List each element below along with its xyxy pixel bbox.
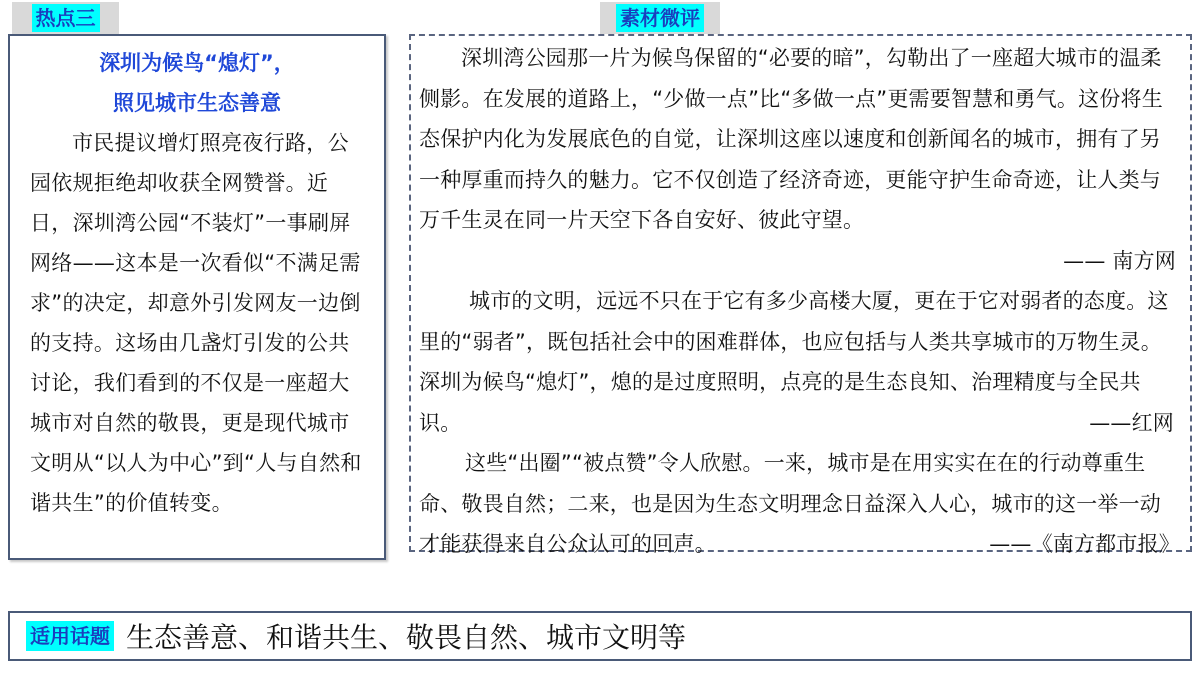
commentary-paragraph-1: 深圳湾公园那一片为候鸟保留的“必要的暗”，勾勒出了一座超大城市的温柔侧影。在发展的道路上，“少做一点”比“多做一点”更需要智慧和勇气。这份将生态保护内化为发展底色的自觉，让深圳这座以速度和创新闻名的城市，拥有了另一种厚重而持久的魅力。它不仅创造了经济奇迹，更能守护生命奇迹，让人类与万千生灵在同一片天空下各自安好、彼此守望。: [419, 46, 1163, 232]
commentary-panel: [409, 34, 1192, 556]
commentary-source-2: ——红网: [1089, 410, 1174, 435]
commentary-source-3: ——《南方都市报》: [989, 532, 1180, 556]
headline-line-2: 照见城市生态善意: [113, 91, 281, 115]
commentary-paragraph-2: [411, 281, 1190, 443]
news-summary-body: 市民提议增灯照亮夜行路，公园依规拒绝却收获全网赞誉。近日，深圳湾公园“不装灯”一事刷屏网络——这本是一次看似“不满足需求”的决定，却意外引发网友一边倒的支持。这场由几盏灯引发的公共讨论，我们看到的不仅是一座超大城市对自然的敬畏，更是现代城市文明从“以人为中心”到“人与自然和谐共生”的价值转变。: [30, 131, 362, 515]
news-summary-panel: [8, 34, 386, 560]
applicable-topics-bar: [8, 611, 1192, 661]
hot-topic-tab: [12, 2, 119, 34]
commentary-paragraph-3: [411, 443, 1190, 565]
commentary-source-1: —— 南方网: [1063, 248, 1176, 273]
material-review-tab: [600, 2, 720, 34]
hot-topic-label: 热点三: [32, 4, 100, 32]
material-review-label: 素材微评: [616, 4, 704, 32]
headline: [10, 43, 384, 123]
applicable-topics-text: 生态善意、和谐共生、敬畏自然、城市文明等: [126, 621, 687, 654]
commentary-paragraph-2-text: 城市的文明，远远不只在于它有多少高楼大厦，更在于它对弱者的态度。这里的“弱者”，既包括社会中的困难群体，也应包括与人类共享城市的万物生灵。深圳为候鸟“熄灯”，熄的是过度照明，点亮的是生态良知、治理精度与全民共识。: [419, 289, 1169, 435]
applicable-topics-tag: 适用话题: [26, 621, 114, 651]
headline-line-1: 深圳为候鸟“熄灯”，: [99, 51, 295, 75]
commentary-paragraph-3-text: 这些“出圈”“被点赞”令人欣慰。一来，城市是在用实实在在的行动尊重生命、敬畏自然；二来，也是因为生态文明理念日益深入人心，城市的这一举一动才能获得来自公众认可的回声。: [419, 451, 1161, 556]
